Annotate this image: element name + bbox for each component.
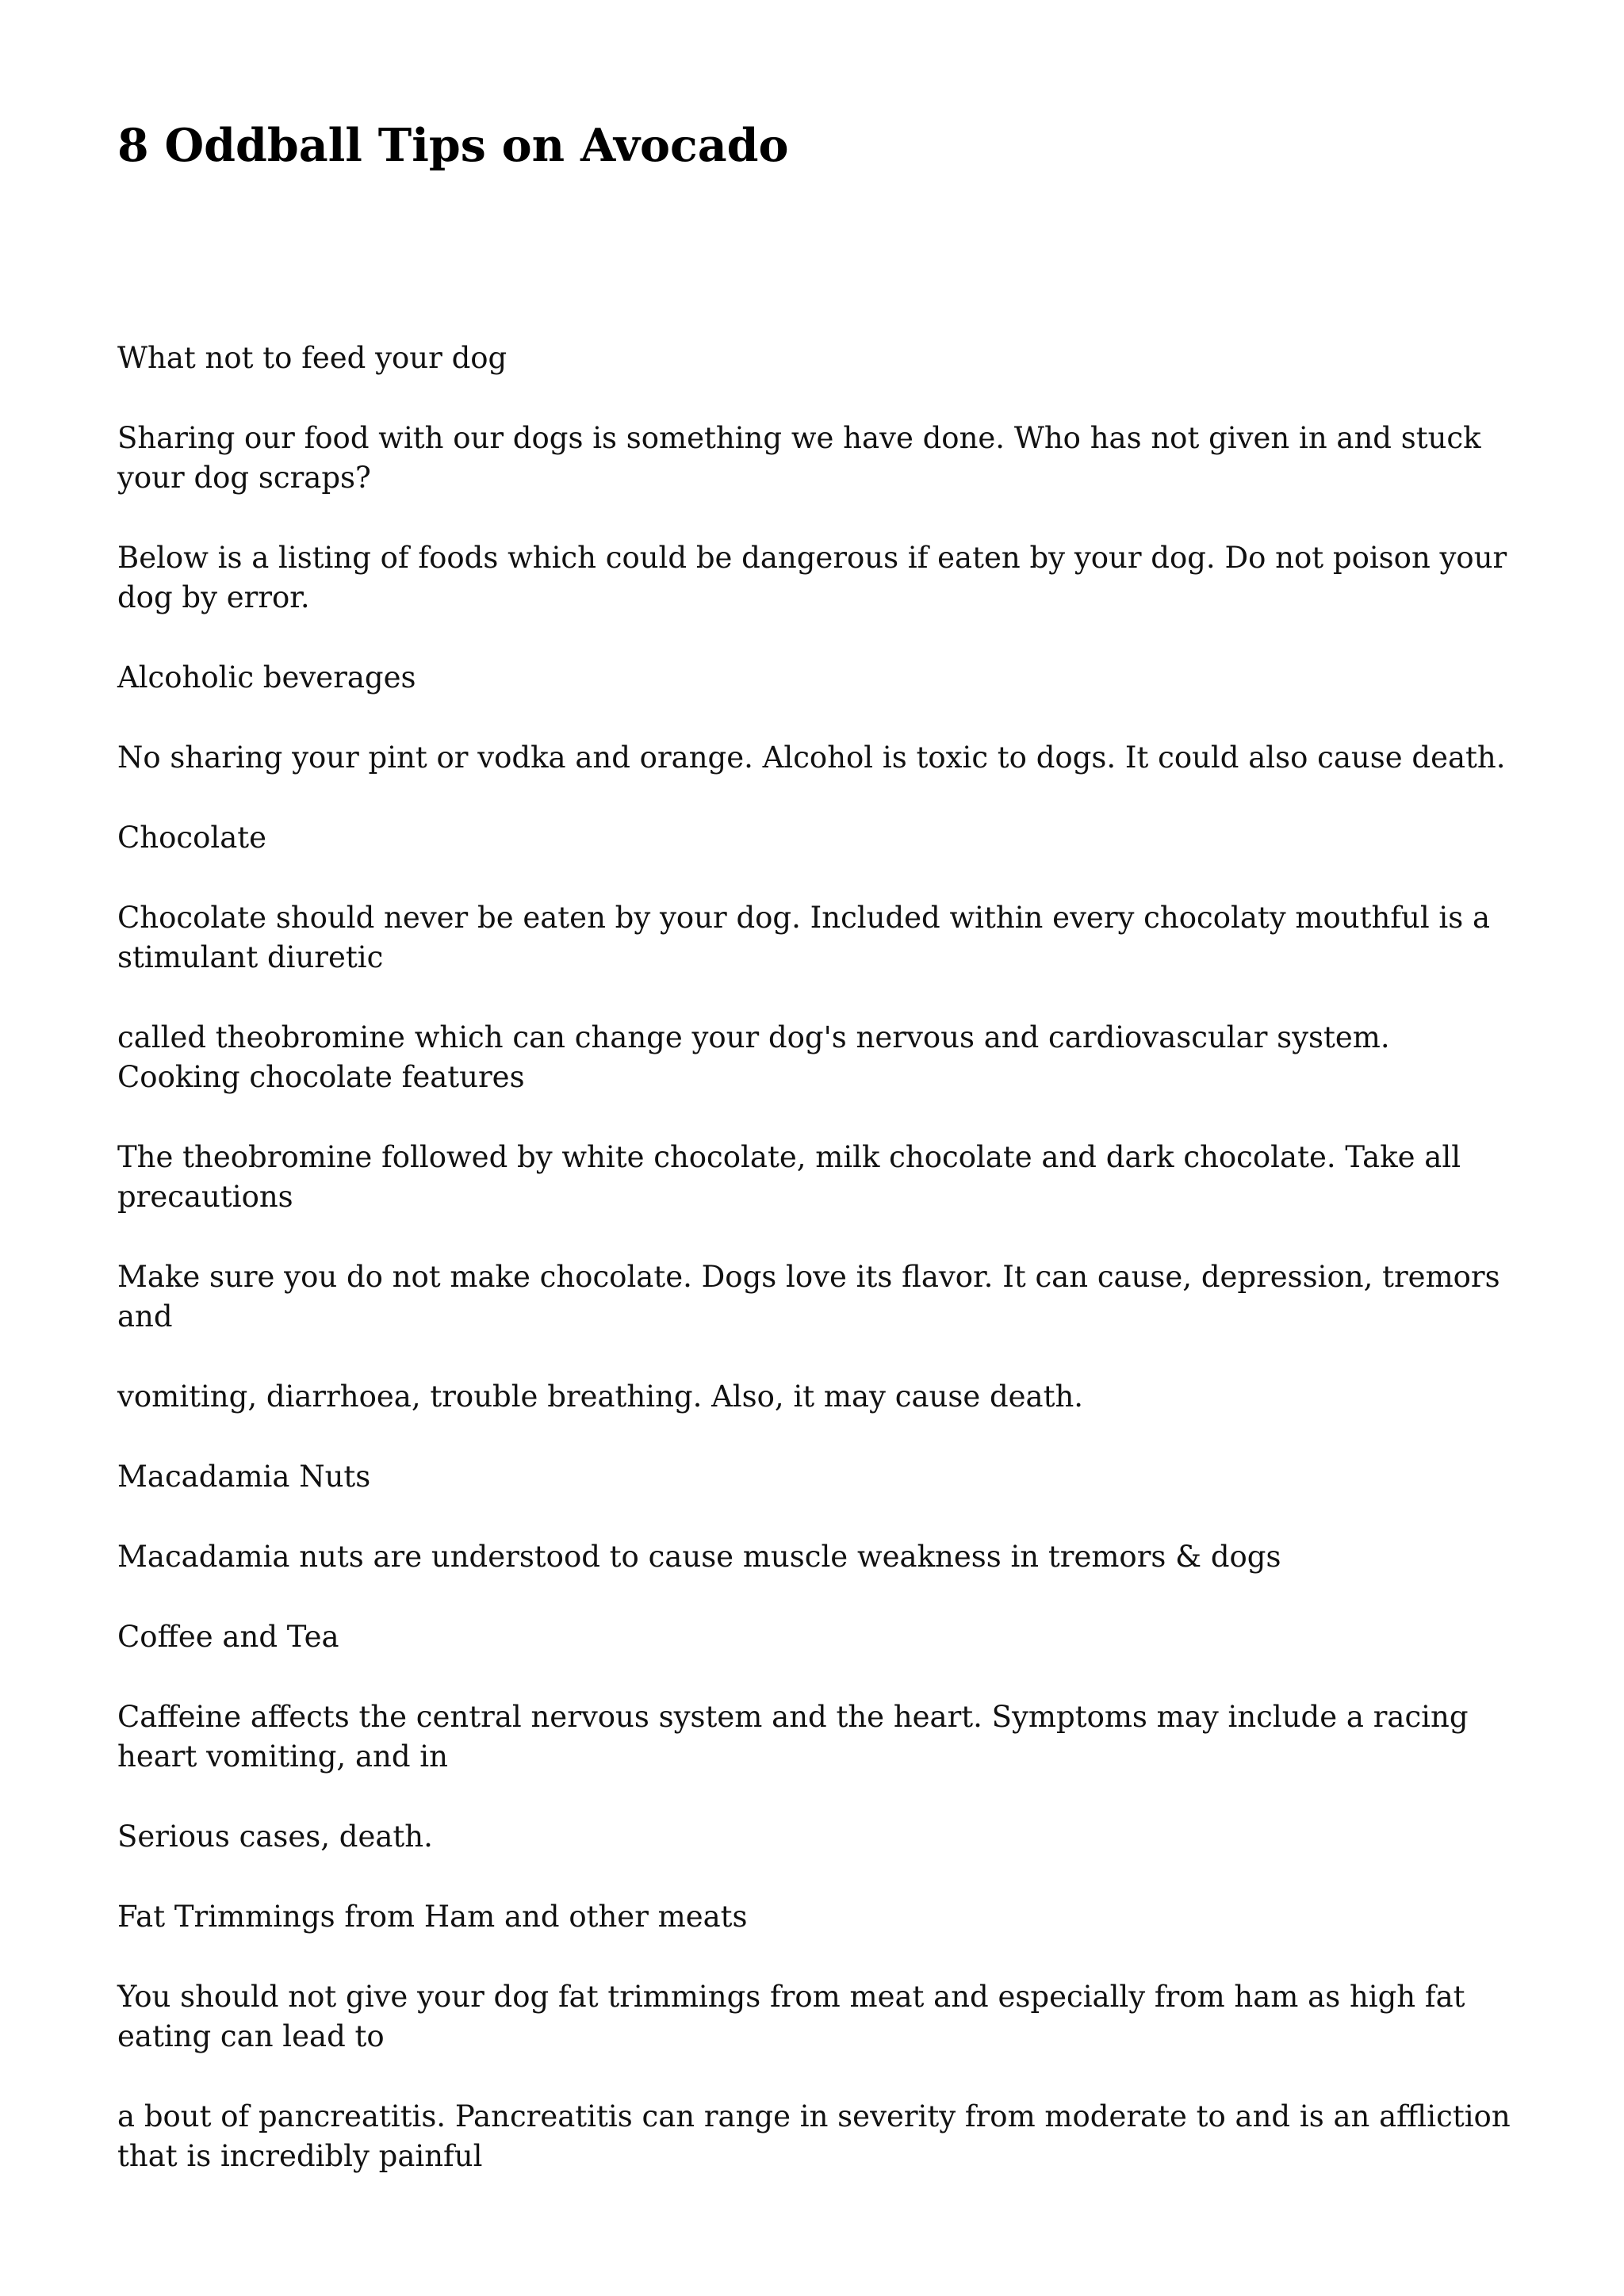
section-heading-coffee-tea: Coffee and Tea — [117, 1620, 339, 1654]
paragraph: The theobromine followed by white chocolate, milk chocolate and dark chocolate. Take all precautions — [117, 1140, 1461, 1214]
paragraph: Macadamia nuts are understood to cause muscle weakness in tremors & dogs — [117, 1540, 1281, 1574]
paragraph: Make sure you do not make chocolate. Dogs love its flavor. It can cause, depression, tremors and — [117, 1260, 1500, 1334]
document-body — [117, 339, 1521, 2217]
paragraph-intro-heading: What not to feed your dog — [117, 341, 508, 375]
paragraph: Chocolate should never be eaten by your dog. Included within every chocolaty mouthful is a stimulant diuretic — [117, 901, 1491, 974]
section-heading-alcohol: Alcoholic beverages — [117, 660, 416, 695]
paragraph: called theobromine which can change your dog's nervous and cardiovascular system. Cooking chocolate features — [117, 1020, 1390, 1094]
paragraph: Below is a listing of foods which could be dangerous if eaten by your dog. Do not poison your dog by error. — [117, 541, 1507, 614]
section-heading-fat-trimmings: Fat Trimmings from Ham and other meats — [117, 1900, 748, 1934]
paragraph: vomiting, diarrhoea, trouble breathing. Also, it may cause death. — [117, 1380, 1084, 1414]
paragraph: No sharing your pint or vodka and orange. Alcohol is toxic to dogs. It could also cause death. — [117, 740, 1506, 775]
paragraph: Serious cases, death. — [117, 1820, 433, 1854]
section-heading-macadamia: Macadamia Nuts — [117, 1460, 371, 1494]
paragraph: Sharing our food with our dogs is something we have done. Who has not given in and stuck your dog scraps? — [117, 421, 1481, 495]
paragraph: Caffeine affects the central nervous system and the heart. Symptoms may include a racing heart vomiting, and in — [117, 1700, 1469, 1774]
paragraph: You should not give your dog fat trimmings from meat and especially from ham as high fat eating can lead to — [117, 1980, 1465, 2053]
document-title: 8 Oddball Tips on Avocado — [117, 119, 789, 172]
section-heading-chocolate: Chocolate — [117, 821, 267, 855]
paragraph: a bout of pancreatitis. Pancreatitis can range in severity from moderate to and is an affliction that is incredibly painful — [117, 2099, 1511, 2173]
